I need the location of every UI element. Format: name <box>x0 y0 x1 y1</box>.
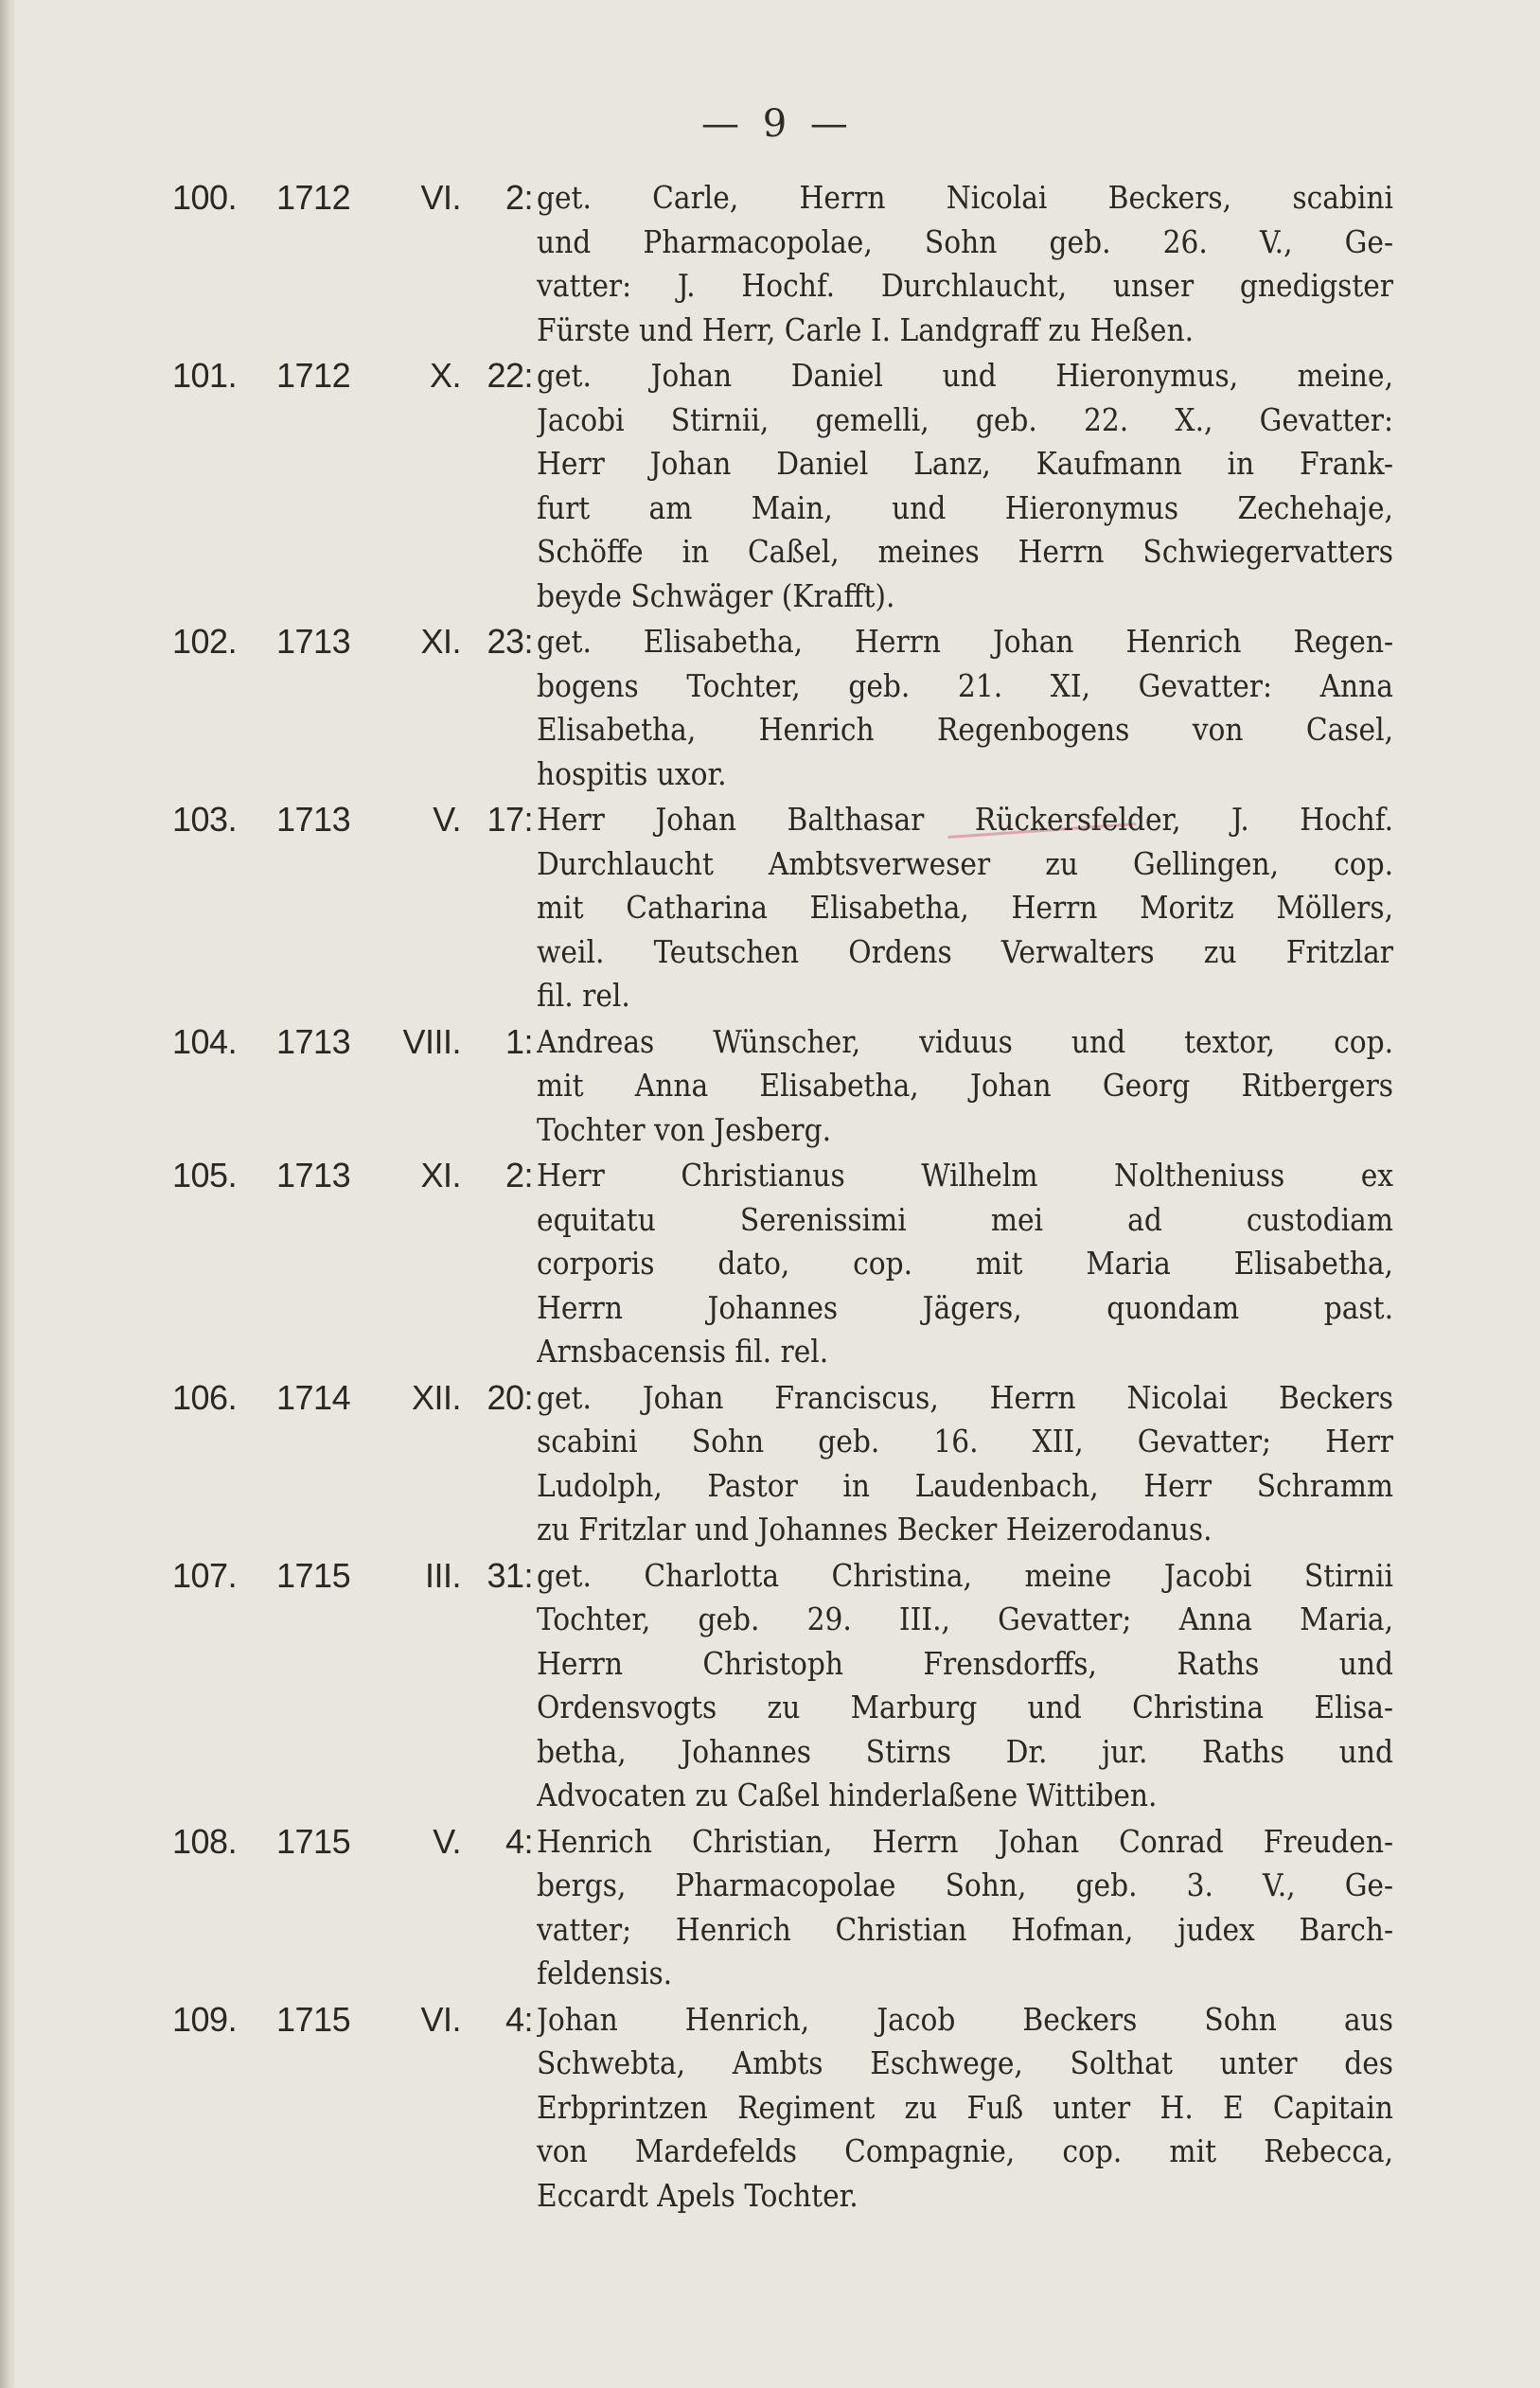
entry-month: XI. <box>420 622 461 661</box>
entry-day: 22: <box>487 356 533 395</box>
entry-text <box>537 798 1393 1018</box>
entry-text-line: betha, Johannes Stirns Dr. jur. Raths und <box>537 1732 1393 1770</box>
register-entry <box>172 354 1393 618</box>
entry-date-header <box>172 1554 537 1599</box>
entry-date-header <box>172 1154 537 1198</box>
entry-text <box>537 354 1393 618</box>
entry-text-line: mit Catharina Elisabetha, Herrn Moritz Möllers, <box>537 889 1393 926</box>
entry-text-line: Ludolph, Pastor in Laudenbach, Herr Schramm <box>537 1466 1393 1504</box>
entry-month: X. <box>429 356 461 395</box>
entry-text-line: equitatu Serenissimi mei ad custodiam <box>537 1200 1393 1238</box>
entry-year: 1712 <box>276 356 351 395</box>
entry-text-line: mit Anna Elisabetha, Johan Georg Ritbergers <box>537 1067 1393 1104</box>
entry-text-line: Herrn Christoph Frensdorffs, Raths und <box>537 1644 1393 1682</box>
entry-text-line: beyde Schwäger (Krafft). <box>537 576 895 614</box>
entry-number: 109. <box>172 1999 238 2039</box>
register-entries <box>172 176 1393 2220</box>
register-entry <box>172 1020 1393 1153</box>
entry-number: 101. <box>172 356 238 395</box>
register-entry <box>172 1998 1393 2219</box>
entry-text-line: Eccardt Apels Tochter. <box>537 2176 859 2214</box>
entry-number: 108. <box>172 1821 238 1861</box>
entry-month: III. <box>424 1555 461 1595</box>
entry-month: VIII. <box>402 1021 461 1061</box>
entry-day: 17: <box>487 800 533 839</box>
entry-text <box>537 1820 1393 1996</box>
entry-text-line: Advocaten zu Caßel hinderlaßene Wittiben. <box>537 1777 1158 1813</box>
entry-text-line: feldensis. <box>537 1955 673 1991</box>
entry-date-header <box>172 354 537 398</box>
book-page <box>15 0 1540 2388</box>
entry-text-line: Herr Johan Daniel Lanz, Kaufmann in Frank- <box>537 445 1393 482</box>
entry-year: 1713 <box>276 1021 351 1061</box>
entry-text-line: und Pharmacopolae, Sohn geb. 26. V., Ge- <box>537 222 1393 260</box>
entry-text-line: Herr Johan Balthasar Rückersfelder, J. Hochf. <box>537 801 1393 838</box>
register-entry <box>172 798 1393 1018</box>
entry-year: 1713 <box>276 800 351 839</box>
entry-text-line: Henrich Christian, Herrn Johan Conrad Freuden- <box>537 1822 1393 1860</box>
entry-month: VI. <box>420 1999 461 2039</box>
register-entry <box>172 1154 1393 1374</box>
entry-text-line: zu Fritzlar und Johannes Becker Heizerodanus. <box>537 1511 1213 1548</box>
entry-year: 1713 <box>276 622 351 661</box>
entry-text-line: Tochter, geb. 29. III., Gevatter; Anna Maria, <box>537 1601 1393 1637</box>
register-entry <box>172 1554 1393 1818</box>
entry-day: 20: <box>487 1377 533 1417</box>
entry-text-line: get. Johan Franciscus, Herrn Nicolai Beckers <box>537 1378 1393 1416</box>
register-entry <box>172 1376 1393 1552</box>
entry-text-line: get. Johan Daniel und Hieronymus, meine, <box>537 357 1393 394</box>
entry-day: 4: <box>504 1821 533 1861</box>
entry-year: 1713 <box>276 1156 351 1194</box>
entry-year: 1715 <box>276 1999 351 2039</box>
entry-date-header <box>172 1376 537 1421</box>
entry-date-header <box>172 1998 537 2043</box>
entry-day: 2: <box>504 178 533 217</box>
entry-text-line: get. Elisabetha, Herrn Johan Henrich Regen- <box>537 623 1393 660</box>
entry-text-line: Tochter von Jesberg. <box>537 1110 832 1148</box>
entry-text-line: corporis dato, cop. mit Maria Elisabetha, <box>537 1245 1393 1282</box>
entry-text <box>537 620 1393 796</box>
entry-number: 103. <box>172 800 238 839</box>
entry-text-line: bogens Tochter, geb. 21. XI, Gevatter: Anna <box>537 666 1393 704</box>
entry-year: 1715 <box>276 1555 351 1595</box>
entry-text <box>537 1376 1393 1552</box>
entry-month: V. <box>433 800 461 839</box>
entry-text-line: Herr Christianus Wilhelm Noltheniuss ex <box>537 1157 1393 1194</box>
entry-text <box>537 1998 1393 2219</box>
entry-text <box>537 1020 1393 1153</box>
entry-text-line: furt am Main, und Hieronymus Zechehaje, <box>537 488 1393 526</box>
entry-text-line: fil. rel. <box>537 977 630 1014</box>
entry-date-header <box>172 620 537 664</box>
entry-date-header <box>172 798 537 842</box>
entry-date-header <box>172 1020 537 1065</box>
entry-text-line: vatter: J. Hochf. Durchlaucht, unser gnedigster <box>537 267 1393 304</box>
entry-text-line: scabini Sohn geb. 16. XII, Gevatter; Herr <box>537 1423 1393 1459</box>
entry-number: 104. <box>172 1021 238 1061</box>
entry-text-line: Andreas Wünscher, viduus und textor, cop. <box>537 1022 1393 1060</box>
entry-text-line: vatter; Henrich Christian Hofman, judex Barch- <box>537 1910 1393 1948</box>
entry-day: 1: <box>504 1021 533 1061</box>
entry-text-line: Fürste und Herr, Carle I. Landgraff zu Heßen. <box>537 310 1195 348</box>
entry-month: V. <box>433 1821 461 1861</box>
entry-text-line: Elisabetha, Henrich Regenbogens von Casel, <box>537 711 1393 748</box>
entry-day: 2: <box>504 1156 533 1194</box>
entry-date-header <box>172 176 537 221</box>
entry-number: 107. <box>172 1555 238 1595</box>
entry-text-line: Arnsbacensis fil. rel. <box>537 1333 829 1370</box>
register-entry <box>172 1820 1393 1996</box>
entry-year: 1714 <box>276 1377 351 1417</box>
entry-number: 106. <box>172 1377 238 1417</box>
entry-date-header <box>172 1820 537 1865</box>
entry-text-line: get. Charlotta Christina, meine Jacobi Stirnii <box>537 1556 1393 1594</box>
entry-year: 1715 <box>276 1821 351 1861</box>
entry-number: 100. <box>172 178 238 217</box>
entry-text <box>537 176 1393 352</box>
entry-month: XI. <box>420 1156 461 1194</box>
register-entry <box>172 620 1393 796</box>
entry-month: XII. <box>411 1377 461 1417</box>
entry-text-line: get. Carle, Herrn Nicolai Beckers, scabini <box>537 179 1393 216</box>
entry-month: VI. <box>420 178 461 217</box>
entry-text-line: bergs, Pharmacopolae Sohn, geb. 3. V., Ge- <box>537 1866 1393 1903</box>
entry-text-line: hospitis uxor. <box>537 754 727 792</box>
page-number: — 9 — <box>701 102 854 146</box>
book-spine-edge <box>0 0 16 2388</box>
entry-text-line: Durchlaucht Ambtsverweser zu Gellingen, cop. <box>537 844 1393 882</box>
entry-text-line: Schöffe in Caßel, meines Herrn Schwiegervatters <box>537 533 1393 570</box>
entry-text <box>537 1554 1393 1818</box>
entry-text-line: Herrn Johannes Jägers, quondam past. <box>537 1288 1393 1326</box>
entry-text-line: Jacobi Stirnii, gemelli, geb. 22. X., Gevatter: <box>537 400 1393 438</box>
entry-day: 31: <box>487 1555 533 1595</box>
entry-number: 102. <box>172 622 238 661</box>
entry-text-line: Ordensvogts zu Marburg und Christina Elisa- <box>537 1689 1393 1725</box>
entry-number: 105. <box>172 1156 238 1194</box>
entry-day: 4: <box>504 1999 533 2039</box>
entry-text-line: Erbprintzen Regiment zu Fuß unter H. E Capitain <box>537 2088 1393 2126</box>
entry-text-line: weil. Teutschen Ordens Verwalters zu Fritzlar <box>537 932 1393 970</box>
entry-year: 1712 <box>276 178 351 217</box>
register-entry <box>172 176 1393 352</box>
entry-text-line: von Mardefelds Compagnie, cop. mit Rebecca, <box>537 2132 1393 2169</box>
entry-day: 23: <box>487 622 533 661</box>
entry-text <box>537 1154 1393 1374</box>
entry-text-line: Johan Henrich, Jacob Beckers Sohn aus <box>537 2000 1393 2038</box>
entry-text-line: Schwebta, Ambts Eschwege, Solthat unter des <box>537 2044 1393 2081</box>
